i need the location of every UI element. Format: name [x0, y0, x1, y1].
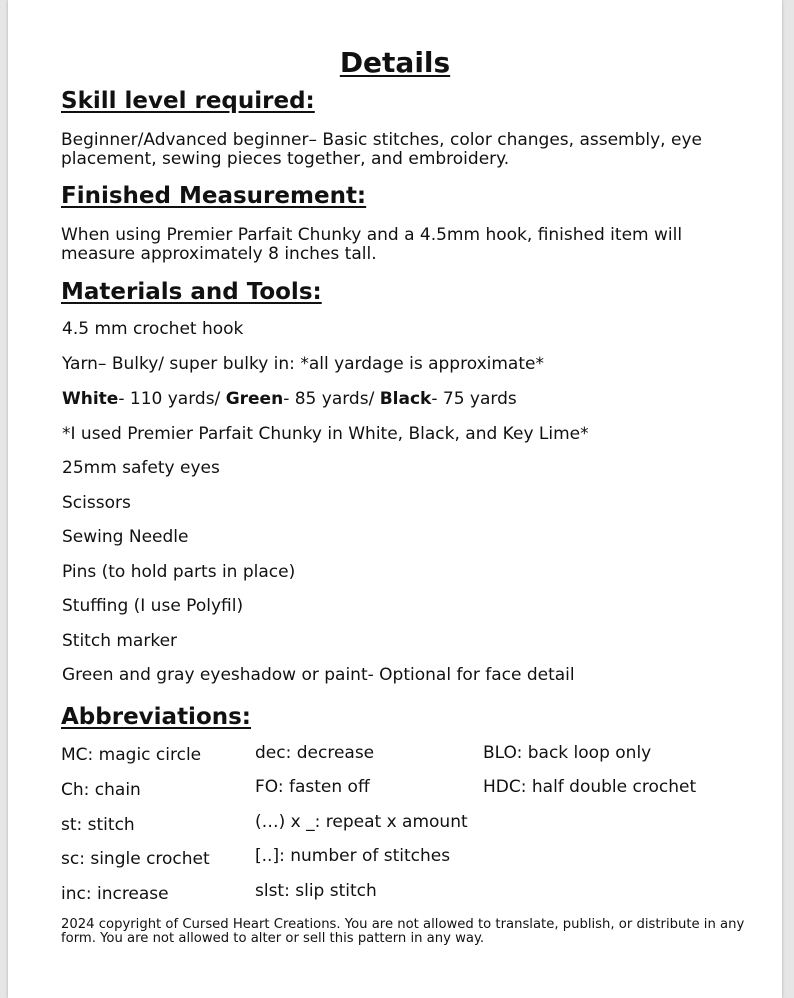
measurement-text: When using Premier Parfait Chunky and a 4.5mm hook, finished item will measure approximately 8 inches tall.: [61, 225, 683, 264]
abbr-number: [..]: number of stitches: [255, 846, 451, 866]
color-green-label: Green: [225, 389, 284, 409]
abbr-inc: inc: increase: [61, 884, 169, 904]
document-page: [8, 0, 782, 998]
color-white-label: White: [62, 389, 119, 409]
abbr-st: st: stitch: [61, 815, 135, 835]
materials-heading: Materials and Tools:: [61, 279, 322, 305]
abbr-blo: BLO: back loop only: [483, 743, 652, 763]
material-stuffing: Stuffing (I use Polyfil): [62, 596, 244, 616]
abbr-repeat: (…) x _: repeat x amount: [255, 812, 468, 832]
page-title: Details: [339, 46, 451, 79]
material-eyes: 25mm safety eyes: [62, 458, 220, 478]
abbr-mc: MC: magic circle: [61, 745, 202, 765]
abbr-dec: dec: decrease: [255, 743, 375, 763]
color-green-amount: - 85 yards/: [283, 389, 380, 409]
copyright-footer: 2024 copyright of Cursed Heart Creations. You are not allowed to translate, publish, or distribute in any form. You are not allowed to alter or sell this pattern in any way.: [61, 917, 745, 946]
material-hook: 4.5 mm crochet hook: [62, 319, 244, 339]
measurement-heading: Finished Measurement:: [61, 183, 367, 209]
skill-heading: Skill level required:: [61, 88, 315, 114]
abbr-ch: Ch: chain: [61, 780, 141, 800]
abbr-sc: sc: single crochet: [61, 849, 210, 869]
color-black-amount: - 75 yards: [431, 389, 517, 409]
abbr-hdc: HDC: half double crochet: [483, 777, 697, 797]
skill-text: Beginner/Advanced beginner– Basic stitches, color changes, assembly, eye placement, sewing pieces together, and embroidery.: [61, 130, 702, 169]
material-scissors: Scissors: [62, 493, 131, 513]
material-pins: Pins (to hold parts in place): [62, 562, 296, 582]
abbreviations-heading: Abbreviations:: [61, 704, 252, 730]
material-colors: [62, 389, 517, 409]
abbr-slst: slst: slip stitch: [255, 881, 377, 901]
material-marker: Stitch marker: [62, 631, 178, 651]
material-yarn: Yarn– Bulky/ super bulky in: *all yardage is approximate*: [62, 354, 544, 374]
material-eyeshadow: Green and gray eyeshadow or paint- Optional for face detail: [62, 665, 575, 685]
material-note: *I used Premier Parfait Chunky in White, Black, and Key Lime*: [62, 424, 589, 444]
material-needle: Sewing Needle: [62, 527, 189, 547]
color-white-amount: - 110 yards/: [118, 389, 226, 409]
abbr-fo: FO: fasten off: [255, 777, 370, 797]
color-black-label: Black: [379, 389, 432, 409]
